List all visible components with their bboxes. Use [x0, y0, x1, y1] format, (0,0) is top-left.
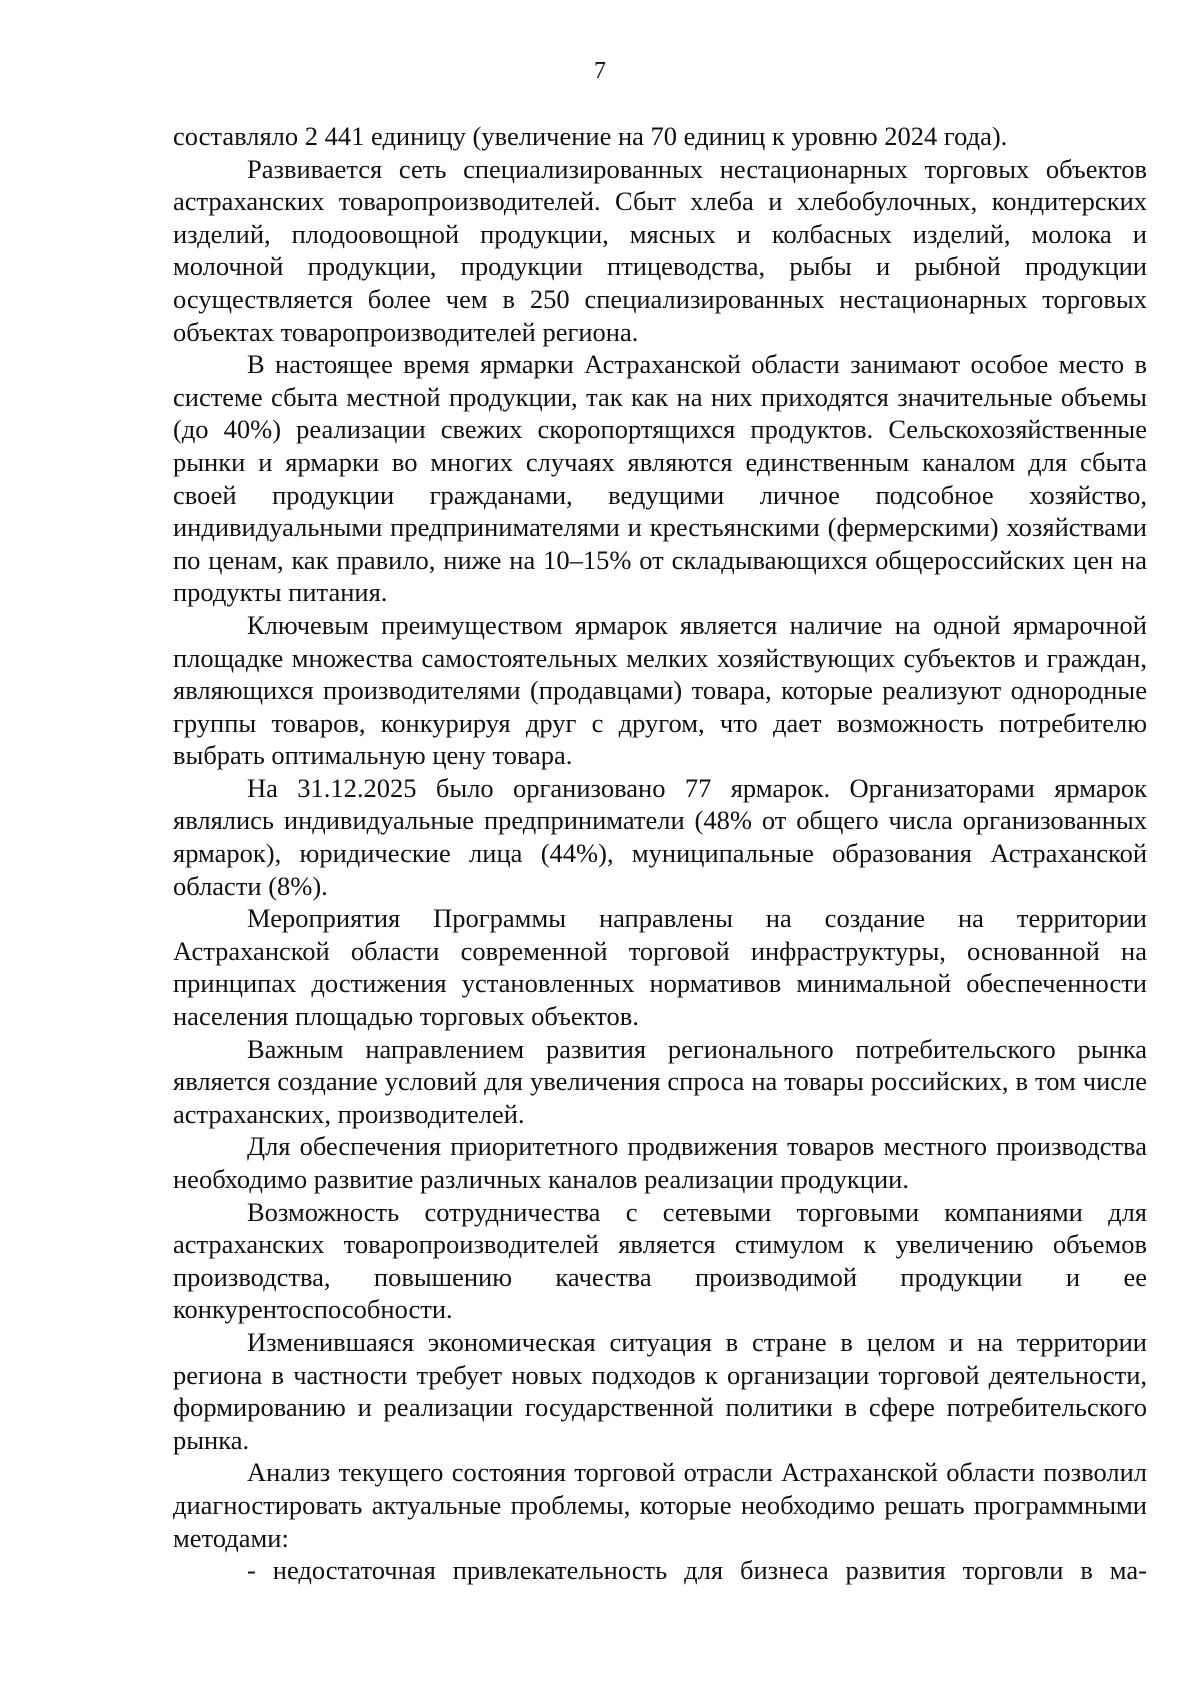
page-number: 7: [594, 58, 606, 84]
paragraph-fairs-role: В настоящее время ярмарки Астраханской области занимают особое место в системе сбыта местной продукции, так как на них приходятся значительные объемы (до 40%) реализации свежих скоропортящихся продуктов. Сельскохозяйственные рынки и ярмарки во многих случаях являются единственным каналом для сбыта своей продукции гражданами, ведущими личное подсобное хозяйство, индивидуальными предпринимателями и крестьянскими (фермерскими) хозяйствами по ценам, как правило, ниже на 10–15% от складывающихся общероссийских цен на продукты питания.: [173, 349, 1147, 608]
paragraph-fairs-advantage: Ключевым преимуществом ярмарок является наличие на одной ярмарочной площадке множества самостоятельных мелких хозяйствующих субъектов и граждан, являющихся производителями (продавцами) товара, которые реализуют однородные группы товаров, конкурируя друг с другом, что дает возможность потребителю выбрать оптимальную цену товара.: [173, 609, 1147, 771]
paragraph-nonstationary-objects: Развивается сеть специализированных нестационарных торговых объектов астраханских товаропроизводителей. Сбыт хлеба и хлебобулочных, кондитерских изделий, плодоовощной продукции, мясных и колбасных изделий, молока и молочной продукции, продукции птицеводства, рыбы и рыбной продукции осуществляется более чем в 250 специализированных нестационарных торговых объектах товаропроизводителей региона.: [173, 153, 1147, 347]
paragraph-fairs-count: На 31.12.2025 было организовано 77 ярмарок. Организаторами ярмарок являлись индивидуальные предприниматели (48% от общего числа организованных ярмарок), юридические лица (44%), муниципальные образования Астраханской области (8%).: [173, 772, 1147, 901]
paragraph-demand-direction: Важным направлением развития регионального потребительского рынка является создание условий для увеличения спроса на товары российских, в том числе астраханских, производителей.: [173, 1033, 1147, 1129]
paragraph-economic-situation: Изменившаяся экономическая ситуация в стране в целом и на территории региона в частности требует новых подходов к организации торговой деятельности, формированию и реализации государственной политики в сфере потребительского рынка.: [173, 1326, 1147, 1455]
paragraph-local-promotion: Для обеспечения приоритетного продвижения товаров местного производства необходимо развитие различных каналов реализации продукции.: [173, 1131, 1147, 1194]
document-body: [173, 120, 1147, 1587]
paragraph-program-measures: Мероприятия Программы направлены на создание на территории Астраханской области современной торговой инфраструктуры, основанной на принципах достижения установленных нормативов минимальной обеспеченности населения площадью торговых объектов.: [173, 903, 1147, 1032]
paragraph-continuation: составляло 2 441 единицу (увеличение на 70 единиц к уровню 2024 года).: [173, 121, 1008, 151]
paragraph-problems-analysis: Анализ текущего состояния торговой отрасли Астраханской области позволил диагностировать актуальные проблемы, которые необходимо решать программными методами:: [173, 1457, 1147, 1553]
list-item-problem: - недостаточная привлекательность для бизнеса развития торговли в ма-: [247, 1555, 1147, 1586]
paragraph-retail-chains: Возможность сотрудничества с сетевыми торговыми компаниями для астраханских товаропроизводителей является стимулом к увеличению объемов производства, повышению качества производимой продукции и ее конкурентоспособности.: [173, 1196, 1147, 1325]
